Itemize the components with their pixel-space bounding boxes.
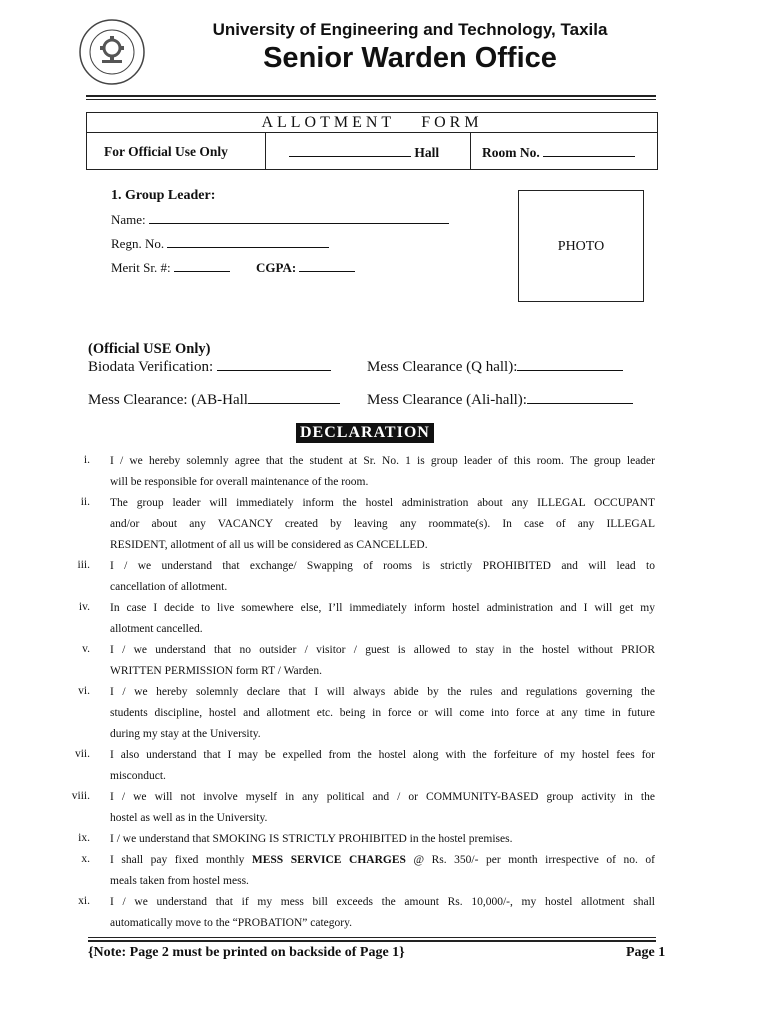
- merit-field[interactable]: [111, 259, 230, 276]
- name-field[interactable]: [111, 211, 449, 228]
- mess-ali-field[interactable]: [367, 391, 633, 409]
- room-field[interactable]: [482, 144, 635, 161]
- merit-blank[interactable]: [174, 259, 230, 272]
- mess-ali-label: Mess Clearance (Ali-hall):: [367, 392, 527, 408]
- cgpa-label: CGPA:: [256, 260, 297, 275]
- name-label: Name:: [111, 212, 146, 227]
- mess-ab-label: Mess Clearance: (AB-Hall: [88, 392, 248, 408]
- mess-q-field[interactable]: [367, 358, 623, 376]
- room-blank[interactable]: [543, 144, 635, 157]
- name-blank[interactable]: [149, 211, 449, 224]
- regn-field[interactable]: [111, 235, 329, 252]
- declaration-item-line: will be responsible for overall maintenance of the room.: [110, 476, 369, 488]
- regn-label: Regn. No.: [111, 236, 165, 251]
- mess-ali-blank[interactable]: [527, 391, 633, 404]
- university-logo: [78, 18, 146, 86]
- declaration-item-line: I / we understand that SMOKING IS STRICTLY PROHIBITED in the hostel premises.: [110, 833, 513, 845]
- declaration-item-line: I / we understand that if my mess bill exceeds the amount Rs. 10,000/-, my hostel allotment shall: [110, 896, 655, 908]
- form-col-divider-2: [470, 132, 471, 170]
- header-rule-thin: [86, 99, 656, 100]
- form-divider: [86, 132, 658, 133]
- form-title-right: FORM: [421, 114, 483, 131]
- cgpa-blank[interactable]: [299, 259, 355, 272]
- photo-label: PHOTO: [557, 239, 605, 254]
- cgpa-field[interactable]: [256, 259, 355, 276]
- declaration-item-line: The group leader will immediately inform the hostel administration about any ILLEGAL OCCUPANT: [110, 497, 655, 509]
- biodata-blank[interactable]: [217, 358, 331, 371]
- declaration-item-line: I / we will not involve myself in any political and / or COMMUNITY-BASED group activity in the: [110, 791, 655, 803]
- declaration-item-number: i.: [83, 454, 90, 466]
- declaration-item-line: students discipline, hostel and allotment etc. being in force or will come into force at any time in future: [110, 707, 655, 719]
- form-title: [86, 114, 658, 132]
- footer-note: {Note: Page 2 must be printed on backside of Page 1}: [88, 945, 405, 960]
- declaration-item-line: allotment cancelled.: [110, 623, 203, 635]
- declaration-item-line: during my stay at the University.: [110, 728, 261, 740]
- declaration-item-line: cancellation of allotment.: [110, 581, 228, 593]
- declaration-bold-text: MESS SERVICE CHARGES: [251, 854, 406, 866]
- room-label: Room No.: [482, 145, 540, 160]
- biodata-label: Biodata Verification:: [88, 359, 214, 375]
- declaration-item-number: vii.: [74, 748, 90, 760]
- official-use-heading: (Official USE Only): [88, 341, 211, 357]
- mess-ab-blank[interactable]: [248, 391, 340, 404]
- footer-rule: [88, 940, 656, 942]
- header-rule: [86, 95, 656, 97]
- university-name: University of Engineering and Technology, Taxila: [212, 20, 608, 39]
- declaration-item-line: I / we hereby solemnly agree that the student at Sr. No. 1 is group leader of this room. The group leader: [110, 455, 655, 467]
- declaration-item-line: misconduct.: [110, 770, 166, 782]
- declaration-item-line: I shall pay fixed monthly MESS SERVICE CHARGES @ Rs. 350/- per month irrespective of no. of: [110, 854, 655, 866]
- declaration-item-line: I / we understand that no outsider / visitor / guest is allowed to stay in the hostel without PRIOR: [110, 644, 655, 656]
- declaration-item-line: I also understand that I may be expelled from the hostel along with the forfeiture of my hostel fees for: [110, 749, 655, 761]
- declaration-item-number: v.: [82, 643, 90, 655]
- declaration-item-number: viii.: [71, 790, 90, 802]
- mess-q-label: Mess Clearance (Q hall):: [367, 359, 518, 375]
- declaration-item-number: iii.: [77, 559, 90, 571]
- form-title-left: ALLOTMENT: [261, 114, 396, 131]
- declaration-item-line: WRITTEN PERMISSION form RT / Warden.: [110, 665, 322, 677]
- declaration-item-number: iv.: [78, 601, 90, 613]
- regn-blank[interactable]: [167, 235, 329, 248]
- declaration-item-number: xi.: [78, 895, 90, 907]
- declaration-item-number: vi.: [78, 685, 90, 697]
- declaration-item-line: I / we hereby solemnly declare that I will always abide by the rules and regulations governing the: [110, 686, 655, 698]
- hall-field[interactable]: [289, 144, 439, 161]
- declaration-item-line: I / we understand that exchange/ Swapping of rooms is strictly PROHIBITED and will lead to: [110, 560, 655, 572]
- official-use-label: For Official Use Only: [104, 144, 228, 159]
- biodata-field[interactable]: [88, 358, 331, 376]
- declaration-item-number: ix.: [78, 832, 90, 844]
- form-col-divider-1: [265, 132, 266, 170]
- declaration-item-line: hostel as well as in the University.: [110, 812, 268, 824]
- merit-label: Merit Sr. #:: [111, 260, 171, 275]
- group-leader-heading: 1. Group Leader:: [111, 188, 216, 203]
- mess-q-blank[interactable]: [517, 358, 623, 371]
- mess-ab-field[interactable]: [88, 391, 340, 409]
- declaration-item-line: and/or about any VACANCY created by leaving any roommate(s). In case of any ILLEGAL: [110, 518, 655, 530]
- footer-rule-thin: [88, 937, 656, 938]
- declaration-item-line: In case I decide to live somewhere else, I’ll immediately inform hostel administration and I will get my: [110, 602, 655, 614]
- declaration-item-number: ii.: [80, 496, 90, 508]
- page-number: Page 1: [626, 945, 666, 960]
- photo-box[interactable]: [518, 190, 644, 302]
- office-title: Senior Warden Office: [263, 42, 557, 74]
- declaration-item-number: x.: [81, 853, 90, 865]
- hall-label: Hall: [414, 145, 440, 160]
- declaration-item-line: RESIDENT, allotment of all us will be considered as CANCELLED.: [110, 539, 428, 551]
- declaration-heading: DECLARATION: [296, 423, 434, 443]
- declaration-item-line: automatically move to the “PROBATION” category.: [110, 917, 352, 929]
- hall-blank[interactable]: [289, 144, 411, 157]
- declaration-item-line: meals taken from hostel mess.: [110, 875, 249, 887]
